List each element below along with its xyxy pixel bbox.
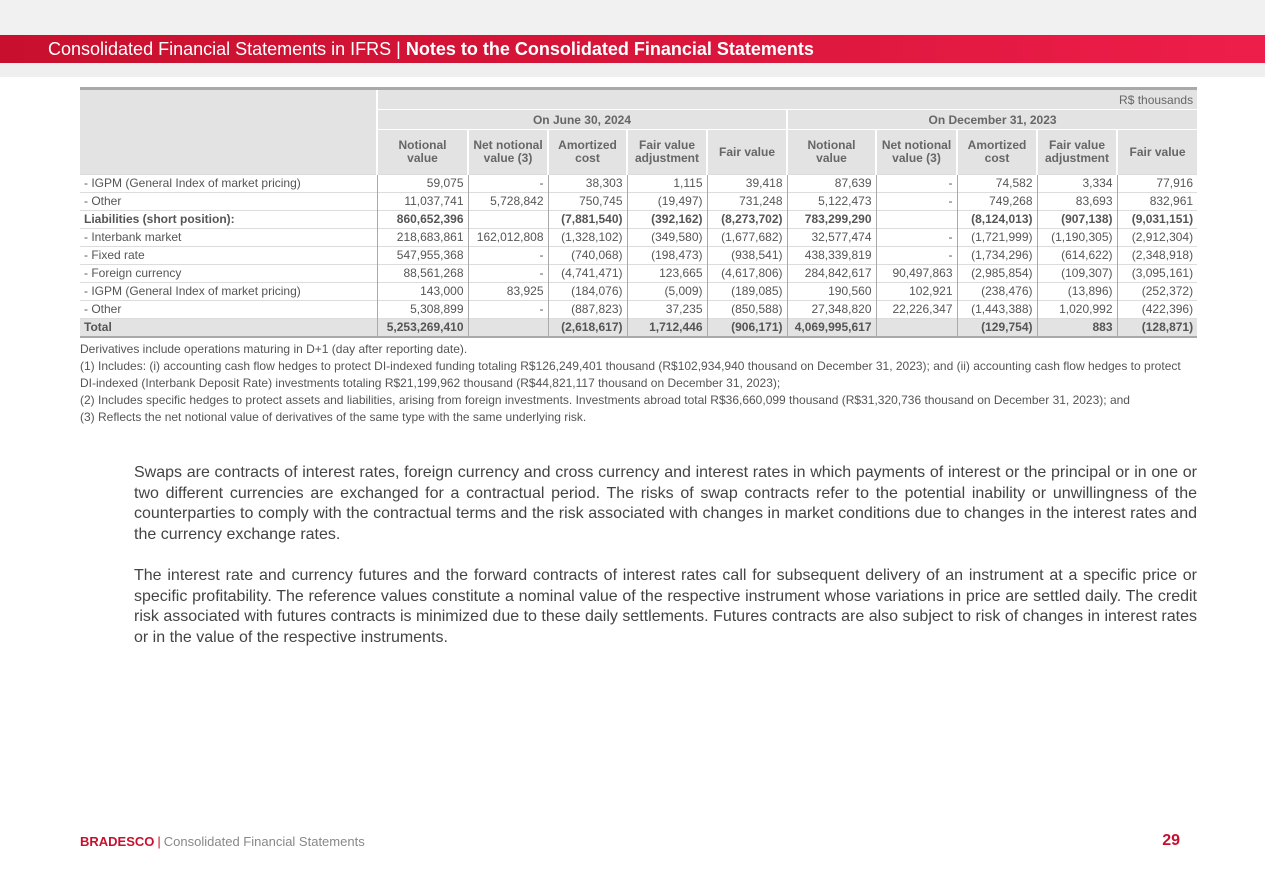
table-cell: -: [876, 247, 957, 265]
table-cell: -: [876, 229, 957, 247]
table-cell: (422,396): [1117, 301, 1197, 319]
total-row: [80, 319, 1197, 338]
row-label: - Other: [80, 193, 377, 211]
table-cell: 123,665: [627, 265, 707, 283]
footer-brand: BRADESCO: [80, 834, 155, 849]
total-cell: [468, 319, 548, 338]
table-corner: [80, 89, 377, 175]
header-chapter-title: Notes to the Consolidated Financial Statements: [405, 39, 814, 59]
table-cell: (4,741,471): [548, 265, 627, 283]
table-cell: 59,075: [377, 175, 468, 193]
total-cell: [876, 319, 957, 338]
table-cell: (3,095,161): [1117, 265, 1197, 283]
footer-text: Consolidated Financial Statements: [163, 834, 365, 849]
column-header: Net notional value (3): [876, 130, 957, 175]
table-cell: 284,842,617: [787, 265, 876, 283]
table-cell: 190,560: [787, 283, 876, 301]
table-cell: 1,020,992: [1037, 301, 1117, 319]
table-cell: 32,577,474: [787, 229, 876, 247]
total-cell: 4,069,995,617: [787, 319, 876, 338]
table-cell: 783,299,290: [787, 211, 876, 229]
table-cell: 832,961: [1117, 193, 1197, 211]
row-label: - Foreign currency: [80, 265, 377, 283]
header-section-title: Consolidated Financial Statements in IFRS: [48, 39, 392, 59]
table-cell: (614,622): [1037, 247, 1117, 265]
table-cell: (13,896): [1037, 283, 1117, 301]
footnote: (3) Reflects the net notional value of derivatives of the same type with the same underlying risk.: [80, 410, 587, 424]
total-cell: (128,871): [1117, 319, 1197, 338]
table-cell: (2,985,854): [957, 265, 1037, 283]
table-cell: [468, 211, 548, 229]
column-header: Amortized cost: [548, 130, 627, 175]
table-cell: -: [468, 265, 548, 283]
table-cell: 37,235: [627, 301, 707, 319]
table-cell: (1,677,682): [707, 229, 787, 247]
table-cell: -: [876, 175, 957, 193]
table-cell: 102,921: [876, 283, 957, 301]
period-header-june-2024: On June 30, 2024: [377, 110, 787, 130]
footnote: (2) Includes specific hedges to protect assets and liabilities, arising from foreign investments. Investments abroad total R$36,660,099 thousand (R$31,320,736 thousand on December 31, 2023); and: [80, 393, 1130, 407]
table-cell: 38,303: [548, 175, 627, 193]
table-cell: (7,881,540): [548, 211, 627, 229]
table-cell: (5,009): [627, 283, 707, 301]
table-cell: 5,728,842: [468, 193, 548, 211]
table-cell: (8,124,013): [957, 211, 1037, 229]
table-cell: 90,497,863: [876, 265, 957, 283]
table-cell: (1,734,296): [957, 247, 1037, 265]
total-cell: 5,253,269,410: [377, 319, 468, 338]
table-cell: 5,308,899: [377, 301, 468, 319]
table-cell: -: [468, 247, 548, 265]
table-row: [80, 301, 1197, 319]
table-row: [80, 229, 1197, 247]
units-label: R$ thousands: [377, 89, 1197, 110]
table-cell: 860,652,396: [377, 211, 468, 229]
column-header: Fair value: [707, 130, 787, 175]
table-cell: (109,307): [1037, 265, 1117, 283]
table-cell: 438,339,819: [787, 247, 876, 265]
column-header: Amortized cost: [957, 130, 1037, 175]
table-cell: (19,497): [627, 193, 707, 211]
table-cell: 1,115: [627, 175, 707, 193]
table-row: [80, 283, 1197, 301]
sub-strip: [0, 63, 1265, 77]
table-cell: (392,162): [627, 211, 707, 229]
column-header: Fair value: [1117, 130, 1197, 175]
table-cell: -: [468, 175, 548, 193]
table-cell: 162,012,808: [468, 229, 548, 247]
column-header: Notional value: [787, 130, 876, 175]
column-header: Fair value adjustment: [1037, 130, 1117, 175]
table-cell: 83,925: [468, 283, 548, 301]
row-label: - Fixed rate: [80, 247, 377, 265]
table-cell: -: [468, 301, 548, 319]
total-label: Total: [80, 319, 377, 338]
table-cell: (252,372): [1117, 283, 1197, 301]
table-cell: (349,580): [627, 229, 707, 247]
table-cell: (1,190,305): [1037, 229, 1117, 247]
footer-separator: |: [157, 834, 161, 849]
table-cell: 750,745: [548, 193, 627, 211]
row-label: - Other: [80, 301, 377, 319]
table-cell: (740,068): [548, 247, 627, 265]
table-cell: (850,588): [707, 301, 787, 319]
table-cell: -: [876, 193, 957, 211]
column-header: Fair value adjustment: [627, 130, 707, 175]
body-paragraph-swaps: Swaps are contracts of interest rates, foreign currency and cross currency and interest rates in which payments of interest or the principal or in one or two different currencies are exchanged for a contractual period. The risks of swap contracts refer to the potential inability or unwillingness of the counterparties to comply with the contractual terms and the risk associated with changes in market conditions due to changes in the interest rates and the currency exchange rates.: [134, 464, 1197, 543]
table-row: [80, 247, 1197, 265]
table-cell: (1,721,999): [957, 229, 1037, 247]
table-cell: (2,912,304): [1117, 229, 1197, 247]
table-cell: (1,328,102): [548, 229, 627, 247]
row-label: - IGPM (General Index of market pricing): [80, 283, 377, 301]
row-label: Liabilities (short position):: [80, 211, 377, 229]
table-footnotes: [80, 341, 1197, 426]
footnote: Derivatives include operations maturing in D+1 (day after reporting date).: [80, 342, 468, 356]
top-strip: [0, 0, 1265, 35]
table-row: [80, 211, 1197, 229]
table-cell: (938,541): [707, 247, 787, 265]
table-cell: (887,823): [548, 301, 627, 319]
table-cell: (2,348,918): [1117, 247, 1197, 265]
table-cell: 77,916: [1117, 175, 1197, 193]
column-header: Notional value: [377, 130, 468, 175]
footer: [80, 834, 365, 849]
footnote: (1) Includes: (i) accounting cash flow hedges to protect DI-indexed funding totaling R$126,249,401 thousand (R$102,934,940 thousand on December 31, 2023); and (ii) accounting cash flow hedges to protect DI-indexed (Interbank Deposit Rate) investments totaling R$21,199,962 thousand (R$44,821,117 thousand on December 31, 2023);: [80, 359, 1181, 390]
table-cell: 87,639: [787, 175, 876, 193]
table-cell: (8,273,702): [707, 211, 787, 229]
column-header: Net notional value (3): [468, 130, 548, 175]
table-cell: (184,076): [548, 283, 627, 301]
body-paragraph-futures: The interest rate and currency futures and the forward contracts of interest rates call for subsequent delivery of an instrument at a specific price or specific profitability. The reference values constitute a nominal value of the respective instrument whose variations in price are settled daily. The credit risk associated with futures contracts is minimized due to these daily settlements. Futures contracts are also subject to risk of changes in interest rates or in the value of the respective instruments.: [134, 567, 1197, 646]
table-cell: (4,617,806): [707, 265, 787, 283]
table-cell: 11,037,741: [377, 193, 468, 211]
total-cell: (906,171): [707, 319, 787, 338]
table-cell: 39,418: [707, 175, 787, 193]
total-cell: 1,712,446: [627, 319, 707, 338]
row-label: - Interbank market: [80, 229, 377, 247]
table-cell: 74,582: [957, 175, 1037, 193]
table-row: [80, 265, 1197, 283]
table-cell: 5,122,473: [787, 193, 876, 211]
table-cell: 88,561,268: [377, 265, 468, 283]
table-cell: 547,955,368: [377, 247, 468, 265]
table-cell: [876, 211, 957, 229]
table-cell: 22,226,347: [876, 301, 957, 319]
table-cell: 83,693: [1037, 193, 1117, 211]
table-cell: (189,085): [707, 283, 787, 301]
table-row: [80, 175, 1197, 193]
period-header-dec-2023: On December 31, 2023: [787, 110, 1197, 130]
table-cell: 218,683,861: [377, 229, 468, 247]
table-cell: (198,473): [627, 247, 707, 265]
table-cell: 143,000: [377, 283, 468, 301]
table-cell: 27,348,820: [787, 301, 876, 319]
total-cell: 883: [1037, 319, 1117, 338]
row-label: - IGPM (General Index of market pricing): [80, 175, 377, 193]
header-separator: |: [396, 39, 401, 59]
header-bar: [0, 35, 1265, 63]
derivatives-table: [80, 87, 1197, 338]
table-cell: 731,248: [707, 193, 787, 211]
page-number: 29: [1162, 832, 1180, 849]
total-cell: (129,754): [957, 319, 1037, 338]
total-cell: (2,618,617): [548, 319, 627, 338]
table-cell: (238,476): [957, 283, 1037, 301]
table-cell: (9,031,151): [1117, 211, 1197, 229]
table-cell: 3,334: [1037, 175, 1117, 193]
table-cell: (1,443,388): [957, 301, 1037, 319]
table-cell: 749,268: [957, 193, 1037, 211]
table-row: [80, 193, 1197, 211]
table-cell: (907,138): [1037, 211, 1117, 229]
